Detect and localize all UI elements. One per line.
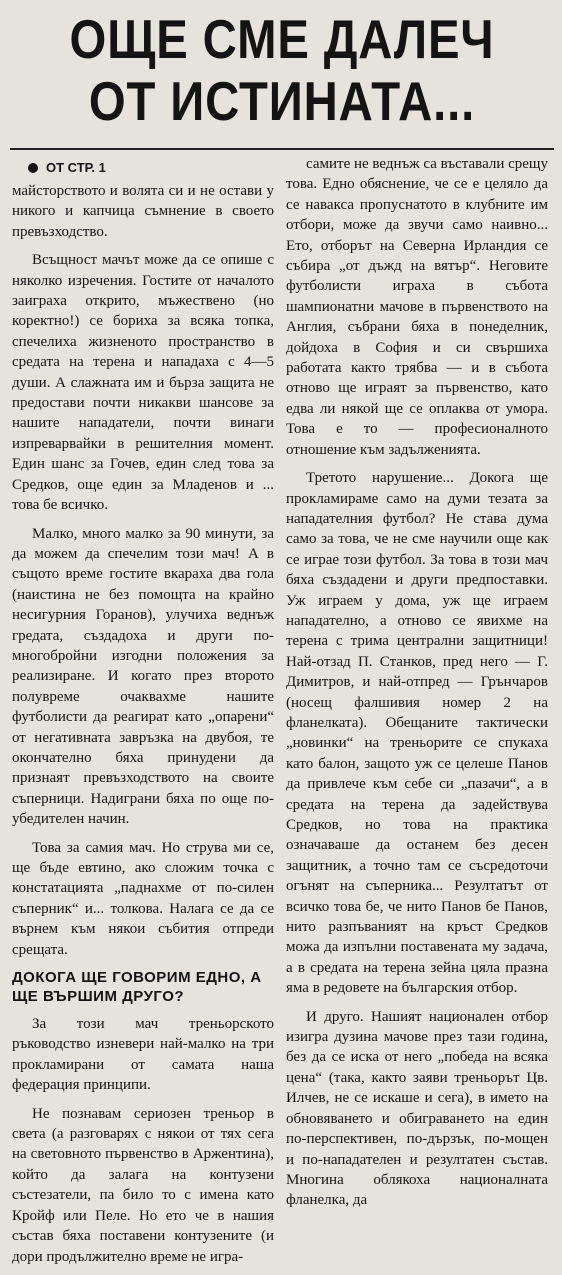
headline <box>50 0 514 148</box>
paragraph: майсторството и волята си и не остави у никого и капчица съмнение в своето превъзходство. <box>12 183 274 240</box>
headline-rule <box>10 148 554 150</box>
article-body <box>12 154 552 1275</box>
paragraph: И друго. Нашият национален отбор изигра дузина мачове през тази година, без да се иска от него „победа на всяка цена“ (така, както заяви треньорът Цв. Илчев, не се искаше и сега), в името на обновяването и обиграването на един по-перспективен, по-дързък, по-мощен и по-нападателен и резултатен състав. Многина облякоха националната фланелка, да <box>286 1008 548 1209</box>
paragraph: Третото нарушение... Докога ще прокламираме само на думи тезата за нападателния футбол? Не става дума само за това, че не сме научили още как се играе този футбол. За това в този мач бяха създадени и други предпоставки. Уж играем у дома, уж ще играем нападателно, а отново се явихме на терена с трима централни защитници! Най-отзад П. Станков, пред него — Г. Димитров, и най-отпред — Грънчаров (носещ фалшивия номер 2 на фланелката). Обещаните тактически „новинки“ на треньорите се спукаха като балон, защото уж се целеше Панов да привлече към себе си „пазачи“, а в средата на терена да задействува Средков, но това на практика означаваше да останем без десен защитник, а точно там се съсредоточи огънят на съперника... Резултатът от всичко това бе, че нито Панов бе Панов, нито разпъваният на кръст Средков можа да изпълни поставената му задача, а в средата на терена зейна цяла празна яма в редовете на българския отбор. <box>286 470 548 997</box>
paragraph: Всъщност мачът може да се опише с няколко изречения. Гостите от началото заиграха открито, мъжествено (но коректно!) се бориха за всяка топка, спечелиха жизненото пространство в средата на терена и нападаха с 4—5 души. А слажната им и бърза защита не предостави почти никакви шансове за нашите нападатели, почти винаги изпреварвайки в решителния момент. Един шанс за Гочев, един след това за Средков, още един за Младенов и ... това бе всичко. <box>12 252 274 514</box>
paragraph: самите не веднъж са въставали срещу това. Едно обяснение, че се е целяло да се навакса пропуснатото в клубните им отбори, може да звучи само наивно... Ето, отборът на Северна Ирландия се събира „от дъжд на вятър“. Неговите футболисти играха в събота шампионатни мачове в първенството на Англия, събрани бяха в понеделник, дойдоха в София и си свършиха работата както трябва — и в събота отново ще играят за първенство, като едва ли някой ще се оплаква от умора. Това е то — професионалното отношение към задълженията. <box>286 156 548 458</box>
continued-from-label: ОТ СТР. 1 <box>46 160 106 175</box>
paragraph: Не познавам сериозен треньор в света (а разговарях с някои от тях сега на световното първенство в Аржентина), който да залага на контузени състезатели, па било то с имена като Кройф или Пеле. Но ето че в нашия състав бяха поставени контузените (и дори продължително време не игра- <box>12 1105 274 1265</box>
headline-line-2: ОТ ИСТИНАТА... <box>88 70 476 132</box>
paragraph: За този мач треньорското ръководство изневери най-малко на три прокламирани от самата наша федерация принципи. <box>12 1016 274 1094</box>
left-column <box>12 154 274 1275</box>
subheading: ДОКОГА ЩЕ ГОВОРИМ ЕДНО, А ЩЕ ВЪРШИМ ДРУГО? <box>12 969 262 1006</box>
bullet-icon <box>28 163 38 173</box>
paragraph: Това за самия мач. Но струва ми се, ще бъде евтино, ако сложим точка с констатацията „паднахме от по-силен съперник“ и... толкова. Налага се да се върнем към някои събития отпреди срещата. <box>12 839 274 958</box>
right-column <box>286 154 548 1275</box>
headline-line-1: ОЩЕ СМЕ ДАЛЕЧ <box>69 8 495 70</box>
paragraph: Малко, много малко за 90 минути, за да можем да спечелим този мач! А в същото време гостите вкараха два гола (наистина не без помощта на крайно несигурния Горанов), улучиха веднъж гредата, създадоха и други по-многобройни изгодни положения за реализиране. И когато през второто полувреме очаквахме нашите футболисти да реагират като „опарени“ от негативната завръзка на двубоя, те окончателно бяха принудени да признаят превъзходството на своите съперници. Надиграни бяха по още по-убедителен начин. <box>12 525 274 828</box>
continued-from-marker <box>28 160 274 175</box>
